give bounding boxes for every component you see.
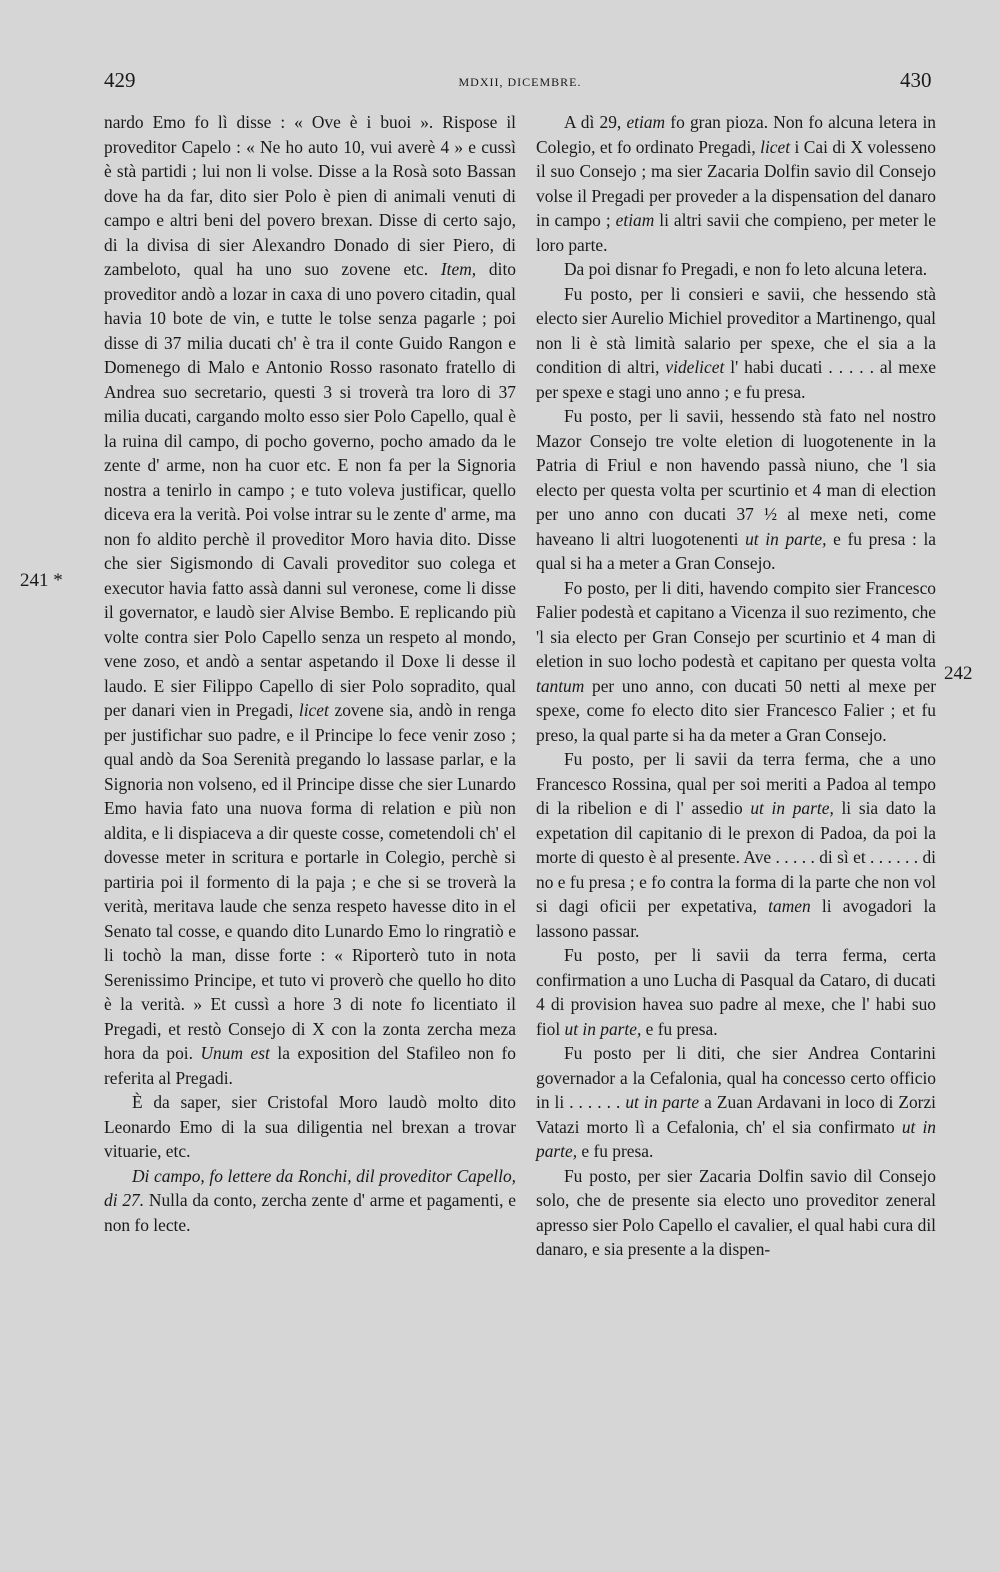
paragraph: Fo posto, per li diti, havendo compito sier Francesco Falier podestà et capitano a Vicenza il suo rezimento, che 'l sia electo per Gran Consejo per scurtinio et 4 man di eletion in suo locho podestà et capitano per questa volta tantum per uno anno, con ducati 50 netti al mexe per spexe, come fo electo dito sier Francesco Falier ; et fu preso, la qual parte si ha da meter a Gran Consejo. — [536, 577, 936, 745]
running-title: MDXII, DICEMBRE. — [458, 75, 582, 89]
left-column — [104, 110, 516, 1237]
paragraph: Fu posto, per sier Zacaria Dolfin savio dil Consejo solo, che de presente sia electo uno proveditor zeneral apresso sier Polo Capello el cavalier, el qual habi cura dil danaro, e sia presente a la dispen- — [536, 1165, 936, 1259]
paragraph: Fu posto, per li consieri e savii, che hessendo stà electo sier Aurelio Michiel proveditor a Martinengo, qual non li è stà limità salario per spexe, che el sia a la condition di altri, videlicet l' habi ducati . . . . . al mexe per spexe e stagi uno anno ; e fu presa. — [536, 283, 936, 402]
paragraph: Fu posto per li diti, che sier Andrea Contarini governador a la Cefalonia, qual ha concesso certo officio in li . . . . . . ut in parte a Zuan Ardavani in loco di Zorzi Vatazi morto lì a Cefalonia, ch' el sia confirmato ut in parte, e fu presa. — [536, 1043, 936, 1161]
paragraph: Fu posto, per li savii da terra ferma, certa confirmation a uno Lucha di Pasqual da Cataro, di ducati 4 di provision havea suo padre al mexe, che l' habi suo fiol ut in parte, e fu presa. — [536, 945, 936, 1039]
right-page-number: 430 — [900, 68, 932, 92]
page-header — [0, 68, 1000, 92]
paragraph: nardo Emo fo lì disse : « Ove è i buoi ». Rispose il proveditor Capelo : « Ne ho auto 10, vui averè 4 » e cussì è stà partidi ; lui non li volse. Disse a la Rosà soto Bassan dove ha da far, dito sier Polo è pien di animali venuti di campo e altri beni del povero brexan. Disse di certo sajo, di la divisa di sier Alexandro Donado di sier Piero, di zambeloto, qual ha uno suo zovene etc. Item, dito proveditor andò a lozar in caxa di uno povero citadin, qual havia 10 bote de vin, e tutte le tolse senza pagarle ; poi disse di 37 milia ducati ch' è tra il conte Guido Rangon e Domenego di Malo e Antonio Rosso rasonato fratello di Andrea suo secretario, questi 3 si troverà tra loro di 37 milia ducati, cargando molto esso sier Polo Capello, qual è la ruina dil campo, di pocho governo, pocho amado da le zente d' arme, non ha cuor etc. E non fa per la Signoria nostra a tenirlo in campo ; e tuto voleva justificar, quello diceva era la verità. Poi volse intrar su le zente d' arme, ma non fo aldito perchè il proveditor Moro havia dito. Disse che sier Sigismondo di Cavali proveditor suo colega et executor havia fatto assà danni sul veronese, come li disse il governator, e laudò sier Alvise Bembo. E replicando più volte contra sier Polo Capello senza un respeto al mondo, vene zoso, et andò a sentar aspetando il Doxe li desse il laudo. E sier Filippo Capello di sier Polo sopradito, qual per danari vien in Pregadi, licet zovene sia, andò in renga per justifichar suo padre, e il Principe lo fece venir zoso ; qual andò da Soa Serenità pregando lo lassase parlar, e la Signoria non volseno, ed il Principe disse che sier Lunardo Emo havia fato una nuova forma di relation e più non aldita, e li dispiaceva a dir queste cosse, cometendoli ch' el dovesse meter in scritura e portarle in Colegio, perchè si partiria poi il formento di la paja ; e che si se troverà la verità, meritava laude che senza respeto havesse dito in el Senato tal cosse, e quando dito Lunardo Emo lo ringratiò e li tochò la man, disse forte : « Riporterò tuto in nota Serenissimo Principe, et tuto vi proverò che quello ho dito è la verità. » Et cussì a hore 3 di note fo licentiato il Pregadi, et restò Consejo di X con la zonta zercha meza hora da poi. Unum est la exposition del Stafileo non fo referita al Pregadi. — [104, 112, 516, 1088]
paragraph: Fu posto, per li savii da terra ferma, che a uno Francesco Rossina, qual per soi meriti a Padoa al tempo di la ribelion e di l' assedio ut in parte, li sia dato la expetation dil capitanio di le prexon di Padoa, da poi la morte di questo è al presente. Ave . . . . . di sì et . . . . . . di no e fu presa ; e fo contra la forma di la parte che non vol si dagi oficii per expetativa, tamen li avogadori la lassono passar. — [536, 749, 936, 941]
paragraph: Da poi disnar fo Pregadi, e non fo leto alcuna letera. — [564, 259, 928, 279]
paragraph: È da saper, sier Cristofal Moro laudò molto dito Leonardo Emo di la sua diligentia nel brexan a trovar vituarie, etc. — [104, 1092, 516, 1161]
paragraph: A dì 29, etiam fo gran pioza. Non fo alcuna letera in Colegio, et fo ordinato Pregadi, licet i Cai di X volesseno il suo Consejo ; ma sier Zacaria Dolfin savio dil Consejo volse il Pregadi per proveder a la dispensation del danaro in campo ; etiam li altri savii che compieno, per meter le loro parte. — [536, 112, 936, 255]
margin-note-left: 241 * — [20, 570, 63, 591]
paragraph: Fu posto, per li savii, hessendo stà fato nel nostro Mazor Consejo tre volte eletion di luogotenente in la Patria di Friul e non havendo passà niuno, che 'l sia electo per questa volta per scurtinio et 4 man di election per uno anno con ducati 37 ½ al mexe neti, come haveano li altri luogotenenti ut in parte, e fu presa : la qual si ha a meter a Gran Consejo. — [536, 406, 936, 573]
right-column — [536, 110, 936, 1262]
margin-note-right: 242 — [944, 663, 973, 684]
left-page-number: 429 — [104, 68, 136, 92]
paragraph: Di campo, fo lettere da Ronchi, dil proveditor Capello, di 27. Nulla da conto, zercha zente d' arme et pagamenti, e non fo lecte. — [104, 1165, 516, 1235]
